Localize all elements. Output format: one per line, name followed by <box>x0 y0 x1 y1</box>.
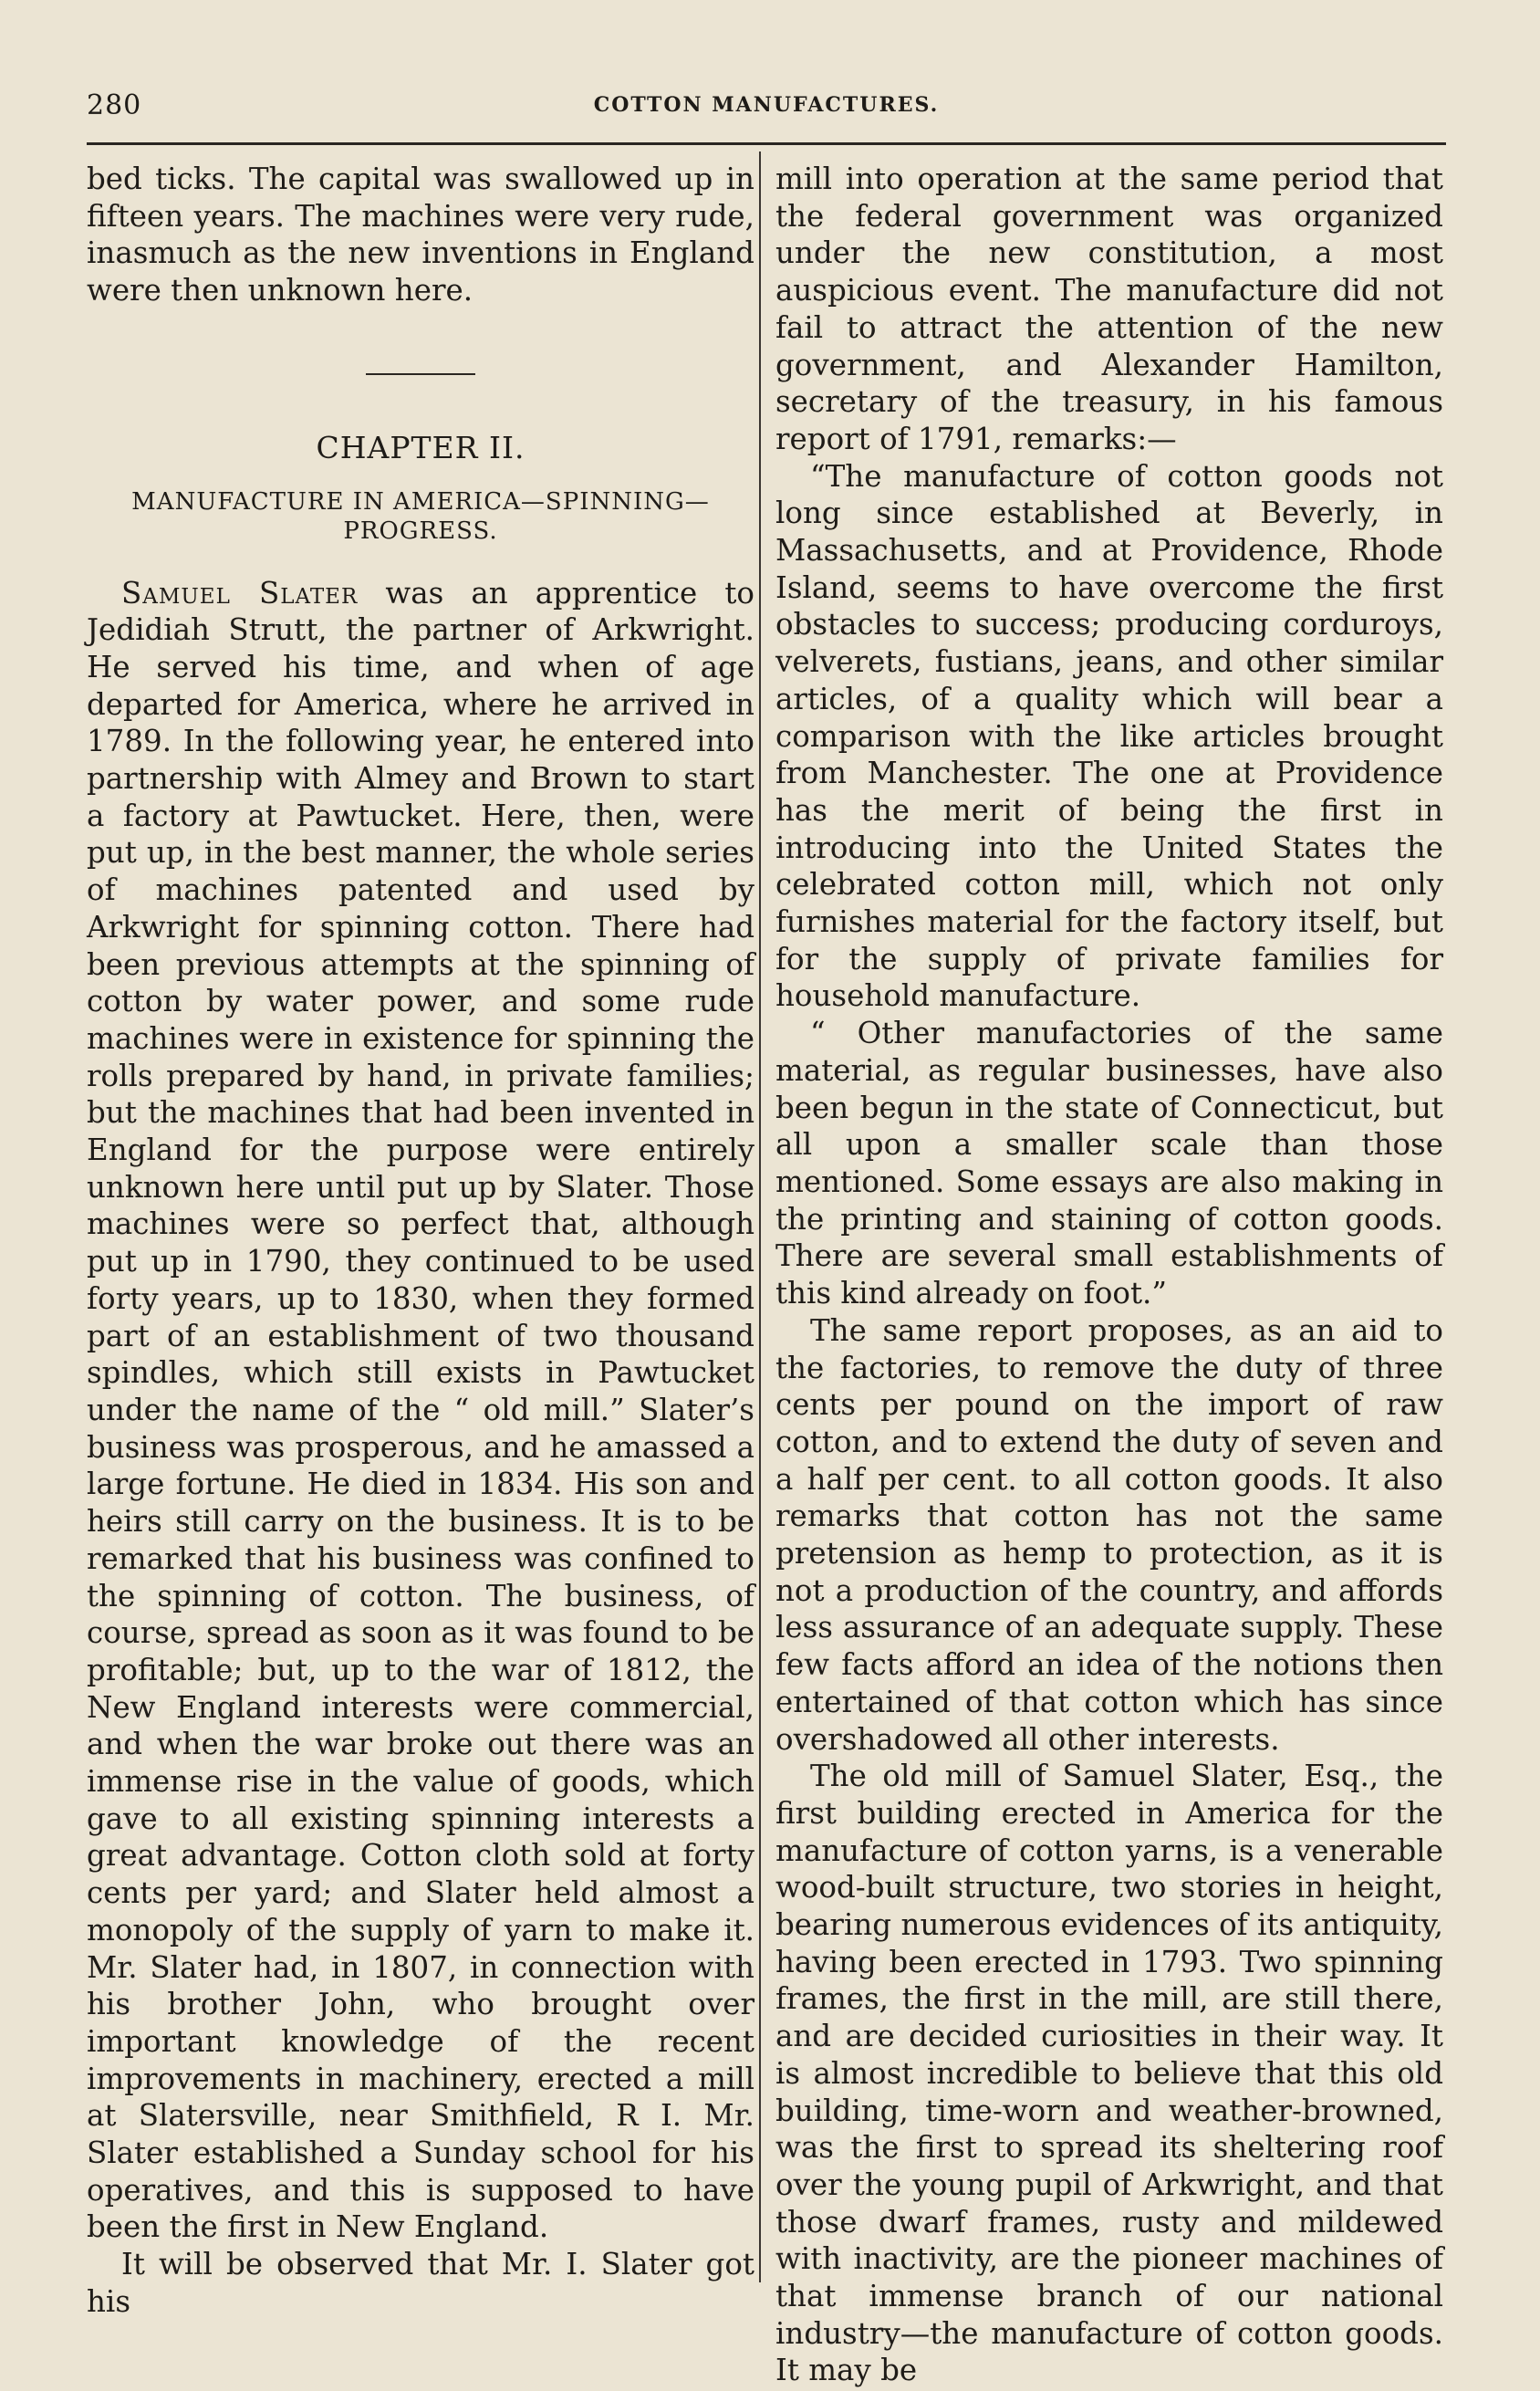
lead-in-smallcaps: Samuel Slater <box>121 575 359 611</box>
chapter-title: CHAPTER II. <box>316 429 525 465</box>
section-divider <box>366 373 475 375</box>
paragraph-observed: It will be observed that Mr. I. Slater got his <box>87 2247 754 2319</box>
paragraph-hamilton-quote-1: “The manufacture of cotton goods not long since established at Beverly, in Massachusetts, and at Providence, Rhode Island, seems to have overcome the first obstacles to success; producing corduroys, velverets, fustians, jeans, and other similar articles, of a quality which will bear a comparison with the like articles brought from Manchester. The one at Providence has the merit of being the first in introducing into the United States the celebrated cotton mill, which not only furnishes material for the factory itself, but for the supply of private families for household manufacture. <box>775 458 1443 1014</box>
paragraph-samuel-slater-text: was an apprentice to Jedidiah Strutt, the partner of Arkwright. He served his time, and when of age departed for America, where he arrived in 1789. In the following year, he entered into partnership with Almey and Brown to start a factory at Pawtucket. Here, then, were put up, in the best manner, the whole series of machines patented and used by Arkwright for spinning cotton. There had been previous attempts at the spinning of cotton by water power, and some rude machines were in existence for spinning the rolls prepared by hand, in private families; but the machines that had been invented in England for the purpose were entirely unknown here until put up by Slater. Those machines were so perfect that, although put up in 1790, they continued to be used forty years, up to 1830, when they formed part of an establishment of two thousand spindles, which still exists in Pawtucket under the name of the “ old mill.” Slater’s business was prosperous, and he amassed a large fortune. He died in 1834. His son and heirs still carry on the business. It is to be remarked that his business was confined to the spinning of cotton. The business, of course, spread as soon as it was found to be profitable; but, up to the war of 1812, the New England interests were commercial, and when the war broke out there was an immense rise in the value of goods, which gave to all existing spinning interests a great advantage. Cotton cloth sold at forty cents per yard; and Slater held almost a monopoly of the supply of yarn to make it. Mr. Slater had, in 1807, in connection with his brother John, who brought over important knowledge of the recent improvements in machinery, erected a mill at Slatersville, near Smithfield, R I. Mr. Slater established a Sunday school for his operatives, and this is supposed to have been the first in New England. <box>87 575 754 2245</box>
paragraph-hamilton-quote-2: “ Other manufactories of the same material, as regular businesses, have also been begun in the state of Connecticut, but all upon a smaller scale than those mentioned. Some essays are also making in the printing and staining of cotton goods. There are several small establishments of this kind already on foot.” <box>775 1016 1443 1311</box>
column-divider <box>759 151 761 2282</box>
paragraph-continuation-left: bed ticks. The capital was swallowed up in fifteen years. The machines were very rude, inasmuch as the new inventions in England were then unknown here. <box>87 162 754 308</box>
paragraph-report: The same report proposes, as an aid to the factories, to remove the duty of three cents per pound on the import of raw cotton, and to extend the duty of seven and a half per cent. to all cotton goods. It also remarks that cotton has not the same pretension as hemp to protection, as it is not a production of the country, and affords less assurance of an adequate supply. These few facts afford an idea of the notions then entertained of that cotton which has since overshadowed all other interests. <box>775 1312 1443 1757</box>
left-column <box>87 161 754 2321</box>
running-head <box>87 89 1446 126</box>
running-title: COTTON MANUFACTURES. <box>593 93 940 117</box>
header-rule <box>87 142 1446 145</box>
paragraph-old-mill: The old mill of Samuel Slater, Esq., the first building erected in America for the manufacture of cotton yarns, is a venerable wood-built structure, two stories in height, bearing numerous evidences of its antiquity, having been erected in 1793. Two spinning frames, the first in the mill, are still there, and are decided curiosities in their way. It is almost incredible to believe that this old building, time-worn and weather-browned, was the first to spread its sheltering roof over the young pupil of Arkwright, and that those dwarf frames, rusty and mildewed with inactivity, are the pioneer machines of that immense branch of our national industry—the manufacture of cotton goods. It may be <box>775 1759 1443 2388</box>
chapter-subtitle: MANUFACTURE IN AMERICA—SPINNING—PROGRESS. <box>131 487 710 545</box>
paragraph-continuation-right: mill into operation at the same period that the federal government was organized under the new constitution, a most auspicious event. The manufacture did not fail to attract the attention of the new government, and Alexander Hamilton, secretary of the treasury, in his famous report of 1791, remarks:— <box>775 162 1443 456</box>
paragraph-samuel-slater <box>87 575 754 2247</box>
right-column <box>775 161 1443 2389</box>
page-number: 280 <box>87 89 142 121</box>
